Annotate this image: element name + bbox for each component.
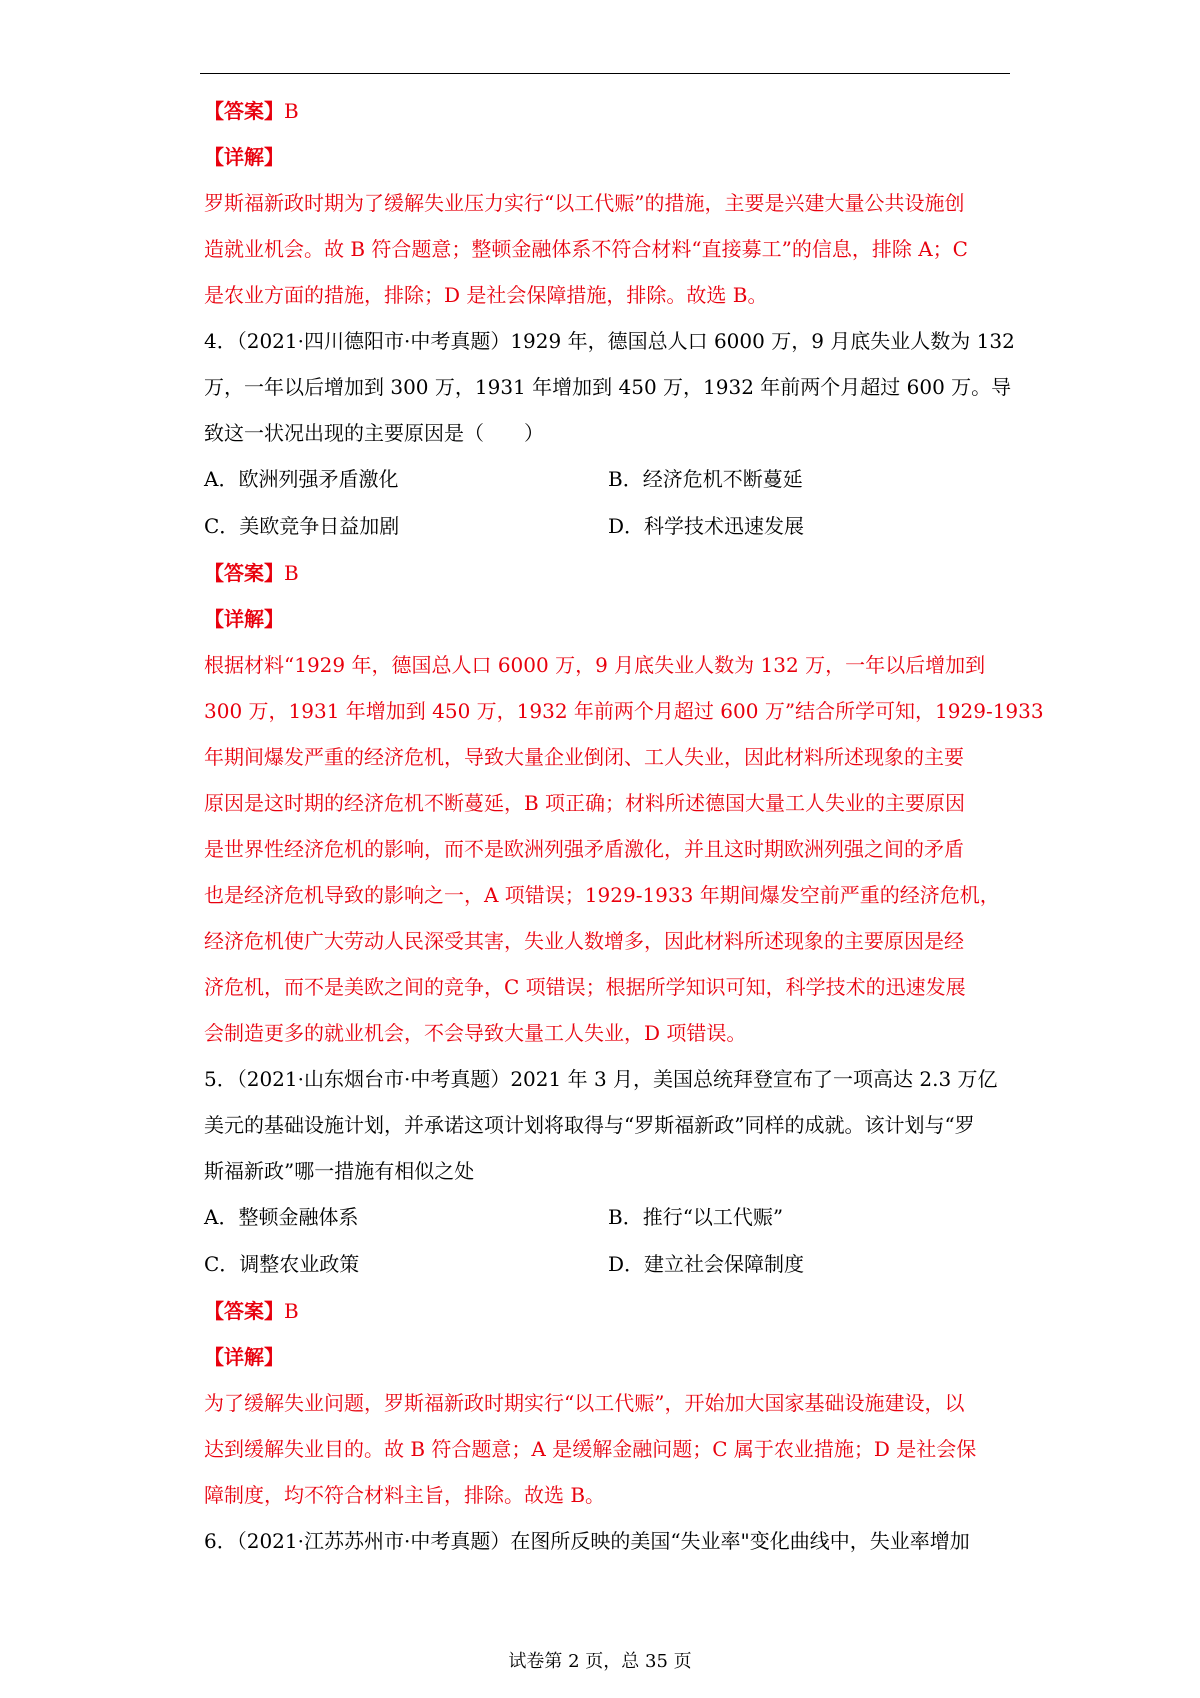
answer-value: B [284,561,299,585]
q5-option-a: A．整顿金融体系 [204,1205,359,1229]
answer-value: B [284,99,299,123]
q4-detail-line: 是世界性经济危机的影响，而不是欧洲列强矛盾激化，并且这时期欧洲列强之间的矛盾 [204,837,964,861]
q4-options-row-2 [204,503,1012,550]
q4-option-b: B．经济危机不断蔓延 [608,467,803,491]
q4-option-c: C．美欧竞争日益加剧 [204,514,400,538]
q5-detail-line: 为了缓解失业问题，罗斯福新政时期实行“以工代赈”，开始加大国家基础设施建设，以 [204,1391,965,1415]
q4-detail-line: 300 万，1931 年增加到 450 万，1932 年前两个月超过 600 万”结合所学可知，1929-1933 [204,699,1044,723]
q4-detail-line: 也是经济危机导致的影响之一，A 项错误；1929-1933 年期间爆发空前严重的经济危机， [204,883,1000,907]
q5-detail-heading [204,1334,1012,1380]
answer-tag: 【答案】 [204,99,284,123]
q5-option-b: B．推行“以工代赈” [608,1205,784,1229]
answer-tag: 【答案】 [204,561,284,585]
answer-value: B [284,1299,299,1323]
q5-detail-line: 障制度，均不符合材料主旨，排除。故选 B。 [204,1483,606,1507]
answer-tag: 【答案】 [204,1299,284,1323]
header-rule [200,73,1010,74]
q5-options-row-2 [204,1241,1012,1288]
q4-stem-line: 致这一状况出现的主要原因是（ ） [204,421,544,445]
q3-detail-line: 罗斯福新政时期为了缓解失业压力实行“以工代赈”的措施，主要是兴建大量公共设施创 [204,191,965,215]
page-content [204,88,1044,1564]
q4-options-row-1 [204,456,1012,503]
detail-tag: 【详解】 [204,1345,284,1369]
q4-detail-line: 年期间爆发严重的经济危机，导致大量企业倒闭、工人失业，因此材料所述现象的主要 [204,745,964,769]
q3-detail-heading [204,134,1012,180]
q4-detail-line: 会制造更多的就业机会，不会导致大量工人失业，D 项错误。 [204,1021,747,1045]
q4-stem-line: 4．（2021·四川德阳市·中考真题）1929 年，德国总人口 6000 万，9 月底失业人数为 132 [204,329,1015,353]
q3-detail-line: 是农业方面的措施，排除；D 是社会保障措施，排除。故选 B。 [204,283,768,307]
q4-detail-line: 济危机，而不是美欧之间的竞争，C 项错误；根据所学知识可知，科学技术的迅速发展 [204,975,966,999]
q3-answer [204,88,1012,134]
q5-options-row-1 [204,1194,1012,1241]
q5-stem-line: 斯福新政”哪一措施有相似之处 [204,1159,475,1183]
q4-option-d: D．科学技术迅速发展 [608,514,805,538]
q5-stem-line: 美元的基础设施计划，并承诺这项计划将取得与“罗斯福新政”同样的成就。该计划与“罗 [204,1113,975,1137]
q4-detail-line: 根据材料“1929 年，德国总人口 6000 万，9 月底失业人数为 132 万，一年以后增加到 [204,653,986,677]
q5-stem-line: 5．（2021·山东烟台市·中考真题）2021 年 3 月，美国总统拜登宣布了一项高达 2.3 万亿 [204,1067,998,1091]
page-footer: 试卷第 2 页，总 35 页 [508,1651,692,1672]
detail-tag: 【详解】 [204,145,284,169]
q5-option-c: C．调整农业政策 [204,1252,360,1276]
q4-detail-line: 原因是这时期的经济危机不断蔓延，B 项正确；材料所述德国大量工人失业的主要原因 [204,791,966,815]
q4-detail-line: 经济危机使广大劳动人民深受其害，失业人数增多，因此材料所述现象的主要原因是经 [204,929,964,953]
q4-option-a: A．欧洲列强矛盾激化 [204,467,399,491]
q6-stem-line: 6．（2021·江苏苏州市·中考真题）在图所反映的美国“失业率"变化曲线中，失业率增加 [204,1529,970,1553]
q4-answer [204,550,1012,596]
q4-detail-heading [204,596,1012,642]
q4-stem-line: 万，一年以后增加到 300 万，1931 年增加到 450 万，1932 年前两个月超过 600 万。导 [204,375,1012,399]
detail-tag: 【详解】 [204,607,284,631]
q5-answer [204,1288,1012,1334]
q3-detail-line: 造就业机会。故 B 符合题意；整顿金融体系不符合材料“直接募工”的信息，排除 A；C [204,237,968,261]
q5-detail-line: 达到缓解失业目的。故 B 符合题意；A 是缓解金融问题；C 属于农业措施；D 是社会保 [204,1437,977,1461]
q5-option-d: D．建立社会保障制度 [608,1252,805,1276]
